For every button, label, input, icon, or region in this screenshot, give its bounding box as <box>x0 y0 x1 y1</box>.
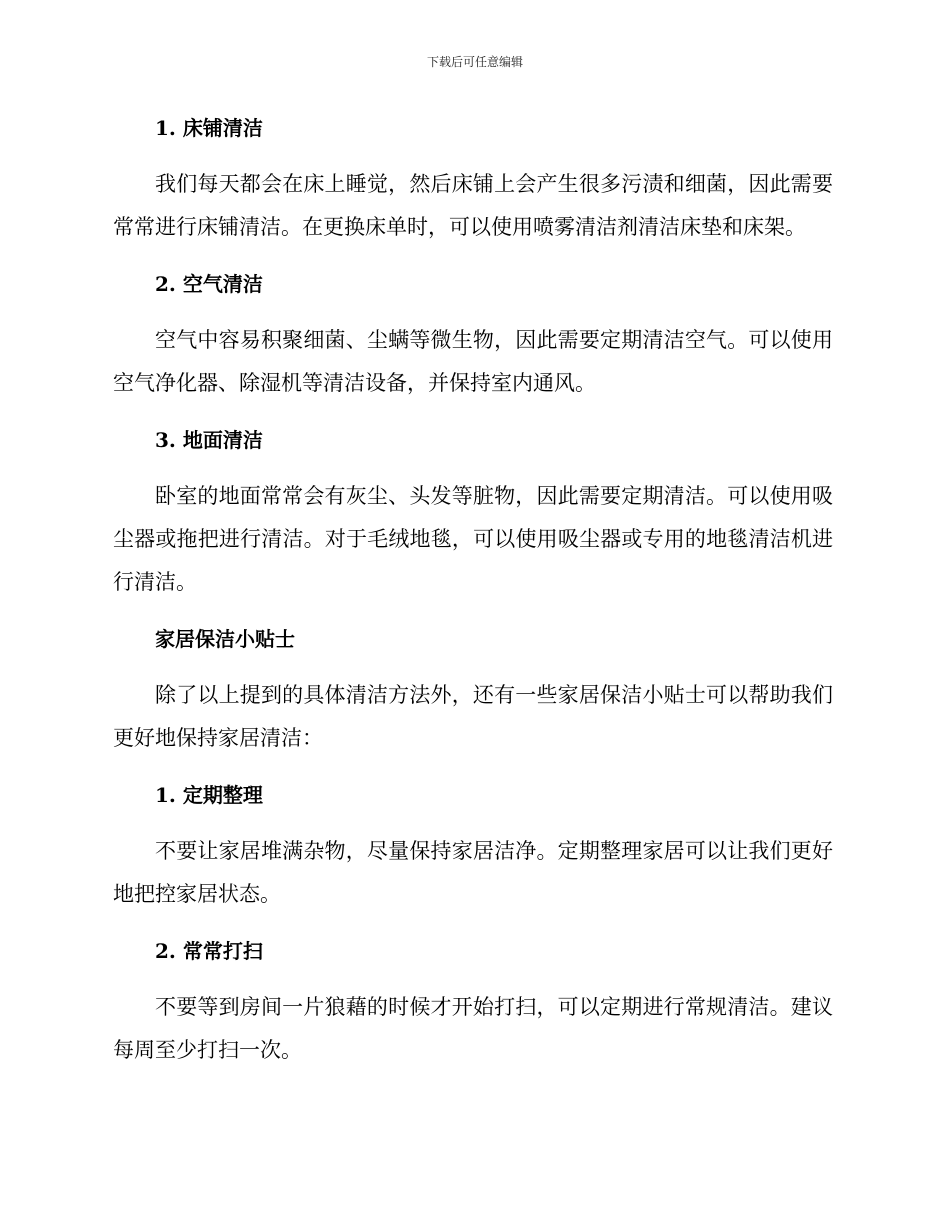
section-paragraph-sweep: 不要等到房间一片狼藉的时候才开始打扫，可以定期进行常规清洁。建议每周至少打扫一次。 <box>113 995 833 1062</box>
section-heading-air-cleaning: 2. 空气清洁 <box>155 272 263 296</box>
section-heading-organize: 1. 定期整理 <box>155 783 263 807</box>
section-heading-sweep: 2. 常常打扫 <box>155 939 263 963</box>
section-heading-floor-cleaning: 3. 地面清洁 <box>155 428 263 452</box>
section-paragraph-organize: 不要让家居堆满杂物，尽量保持家居洁净。定期整理家居可以让我们更好地把控家居状态。 <box>113 839 833 906</box>
section-paragraph-bed-cleaning: 我们每天都会在床上睡觉，然后床铺上会产生很多污渍和细菌，因此需要常常进行床铺清洁。在更换床单时，可以使用喷雾清洁剂清洁床垫和床架。 <box>113 172 833 239</box>
section-paragraph-floor-cleaning: 卧室的地面常常会有灰尘、头发等脏物，因此需要定期清洁。可以使用吸尘器或拖把进行清洁。对于毛绒地毯，可以使用吸尘器或专用的地毯清洁机进行清洁。 <box>113 484 833 594</box>
section-heading-bed-cleaning: 1. 床铺清洁 <box>155 116 263 140</box>
document-body <box>113 108 833 1072</box>
section-paragraph-tips: 除了以上提到的具体清洁方法外，还有一些家居保洁小贴士可以帮助我们更好地保持家居清洁： <box>113 683 833 750</box>
section-paragraph-air-cleaning: 空气中容易积聚细菌、尘螨等微生物，因此需要定期清洁空气。可以使用空气净化器、除湿机等清洁设备，并保持室内通风。 <box>113 328 833 395</box>
page-header: 下载后可任意编辑 <box>426 55 523 69</box>
section-heading-tips: 家居保洁小贴士 <box>155 627 295 651</box>
